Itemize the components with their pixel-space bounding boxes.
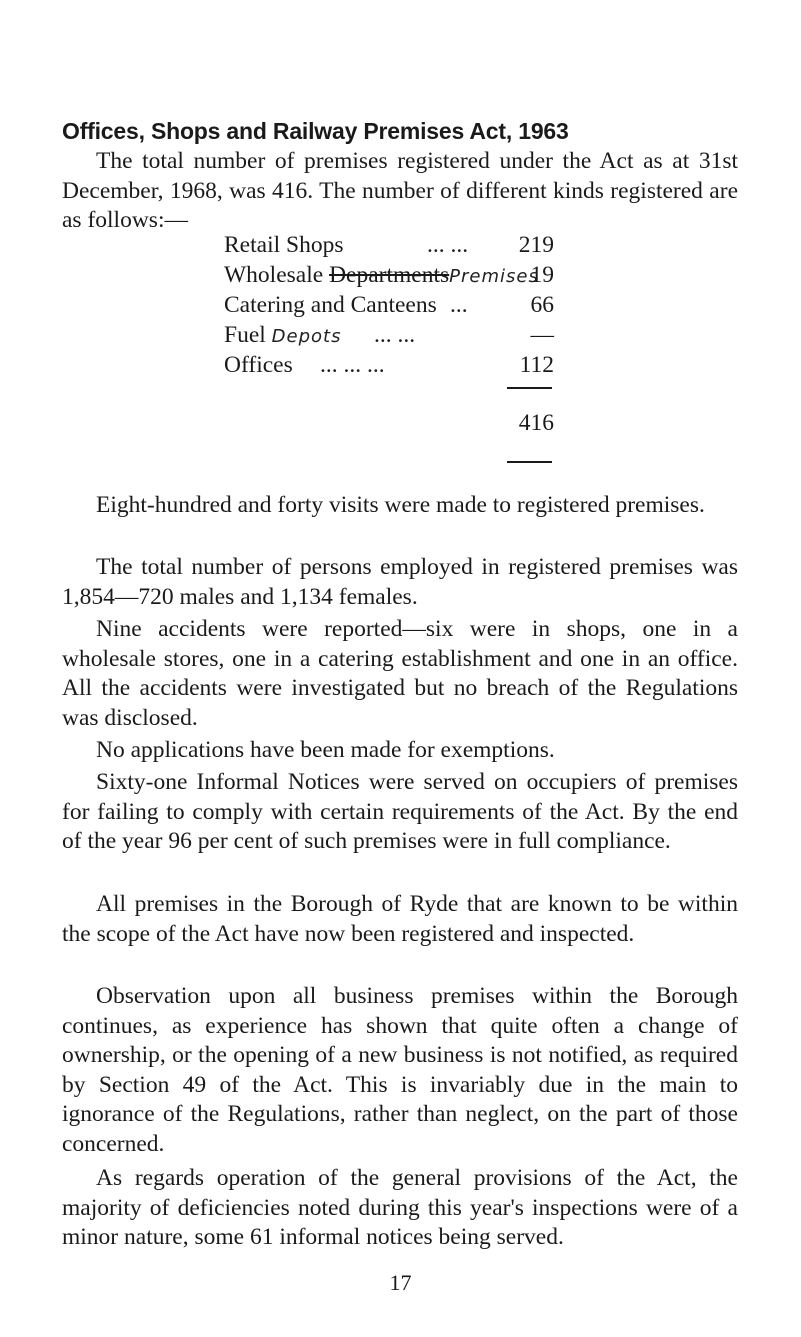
table-row [224, 322, 554, 352]
paragraph-exemptions: No applications have been made for exemptions. [96, 737, 555, 763]
paragraph-observation: Observation upon all business premises within the Borough continues, as experience has shown that quite often a change of ownership, or the opening of a new business is not notified, as required by Section 49 of the Act. This is invariably due in the main to ignorance of the Regulations, rather than neglect, on the part of those concerned. [62, 983, 738, 1157]
paragraph-general-provisions: As regards operation of the general provisions of the Act, the majority of deficiencies noted during this year's inspections were of a minor nature, some 61 informal notices being served. [62, 1165, 738, 1250]
row-label: Retail Shops [224, 232, 344, 258]
table-row [224, 262, 554, 292]
handwritten-correction: Depots [271, 326, 342, 347]
page-heading: Offices, Shops and Railway Premises Act, 1963 [62, 118, 569, 144]
table-row [224, 292, 554, 322]
row-dots: ... ... [427, 232, 469, 258]
row-label [224, 262, 539, 289]
row-dots: ... ... ... [320, 352, 385, 378]
paragraph-notices: Sixty-one Informal Notices were served on occupiers of premises for failing to comply with certain requirements of the Act. By the end of the year 96 per cent of such premises were in full compliance. [62, 769, 738, 854]
row-label: Catering and Canteens [224, 292, 437, 318]
row-label-text: Fuel [224, 322, 266, 348]
row-label: Offices [224, 352, 293, 378]
paragraph-registered: All premises in the Borough of Ryde that are known to be within the scope of the Act have now been registered and inspected. [62, 891, 738, 947]
row-label-text: Wholesale [224, 262, 324, 288]
page-number: 17 [389, 1270, 412, 1295]
struck-out-word: Departments [329, 262, 450, 288]
total-rule [507, 461, 552, 463]
paragraph-employed: The total number of persons employed in registered premises was 1,854—720 males and 1,134 females. [62, 554, 738, 610]
row-label [224, 322, 341, 349]
intro-paragraph: The total number of premises registered under the Act as at 31st December, 1968, was 416. The number of different kinds registered are as follows:— [62, 148, 738, 233]
row-value: 112 [519, 352, 554, 378]
row-dots: ... [450, 292, 468, 318]
row-value: 66 [530, 292, 554, 318]
table-row [224, 232, 554, 262]
table-total: 416 [518, 410, 554, 436]
row-value: — [530, 322, 554, 348]
row-value: 219 [518, 232, 554, 258]
row-dots: ... ... [374, 322, 416, 348]
row-value: 19 [530, 262, 554, 288]
paragraph-visits: Eight-hundred and forty visits were made to registered premises. [96, 492, 705, 518]
paragraph-accidents: Nine accidents were reported—six were in shops, one in a wholesale stores, one in a catering establishment and one in an office. All the accidents were investigated but no breach of the Regulations was disclosed. [62, 616, 738, 731]
premises-table [224, 232, 554, 382]
table-row [224, 352, 554, 382]
handwritten-correction: Premises [449, 266, 539, 287]
subtotal-rule [507, 387, 552, 389]
